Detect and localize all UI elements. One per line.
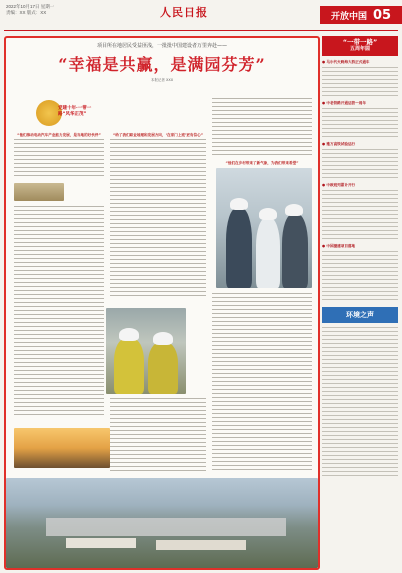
photo-field (14, 183, 64, 201)
text-column-1 (14, 130, 104, 179)
article-headline: “幸福是共赢，是满园芬芳” (58, 55, 266, 74)
badge-text: 党建十年·一带一路“风华正茂” (58, 106, 92, 117)
sidebar-text (322, 327, 398, 477)
text-column-3 (212, 98, 312, 167)
environment-section-title: 环境之声 (322, 307, 398, 323)
section-name: 开放中国 (330, 11, 367, 22)
sidebar-text (322, 190, 398, 240)
body-text-block (110, 398, 206, 473)
page-number: 05 (372, 7, 392, 23)
main-article (4, 36, 320, 570)
photo-construction-workers (106, 308, 186, 394)
photo-workers-tablet (216, 168, 312, 288)
sidebar-banner-top: “一带一路” (342, 38, 378, 46)
body-text-block (14, 206, 104, 416)
sidebar-item[interactable]: ● 雅万高铁试验运行 (322, 142, 356, 146)
subhead-2: “给了我们职业地理和发展方向，‘在家门上班’更有信心” (112, 133, 204, 137)
body-text-block (212, 98, 312, 158)
sidebar-text (322, 251, 398, 301)
sidebar-item[interactable]: ● 中老铁路开通运营一周年 (322, 101, 366, 105)
page-header (0, 0, 402, 30)
body-text-block (212, 293, 312, 473)
masthead: 人民日报 (160, 6, 208, 19)
sidebar-banner (322, 36, 398, 56)
sidebar-text (322, 67, 398, 97)
sidebar-text (322, 149, 398, 179)
date-text: 2022年10月17日 星期一 (6, 4, 55, 9)
section-tag (320, 6, 402, 24)
body-text-block (110, 139, 206, 299)
sidebar-item[interactable]: ● 中欧班列累计开行 (322, 183, 356, 187)
photo-aerial-industrial-park (6, 478, 318, 568)
text-column-3b (212, 293, 312, 473)
body-text-block (14, 139, 104, 179)
sidebar-item[interactable]: ● 马尔代夫跨海大桥正式通车 (322, 60, 370, 64)
meta-text: 责编：XX 版式：XX (6, 10, 47, 15)
subhead-1: “他们推动电动汽车产业能力发展，是当地的好伙伴” (17, 133, 101, 137)
header-rule (4, 30, 398, 31)
sidebar-text (322, 108, 398, 138)
sidebar-banner-bottom: 五周年圆 (349, 46, 370, 52)
sidebar (322, 36, 398, 566)
text-column-2 (110, 130, 206, 299)
article-kicker: 项目所在地居民受益匪浅，一批批中国建设者万里奔赴—— (96, 43, 227, 49)
subhead-3: “他们在乡村带来了新气象，为我们带来希望” (225, 161, 299, 165)
photo-sunset-field (14, 428, 110, 468)
text-column-1b (14, 206, 104, 416)
text-column-2b (110, 398, 206, 473)
article-byline: 本报记者 XXX (150, 78, 174, 82)
sidebar-item[interactable]: ● 中国援建项目落地 (322, 244, 356, 248)
date-line (6, 4, 54, 16)
badge (36, 98, 92, 128)
